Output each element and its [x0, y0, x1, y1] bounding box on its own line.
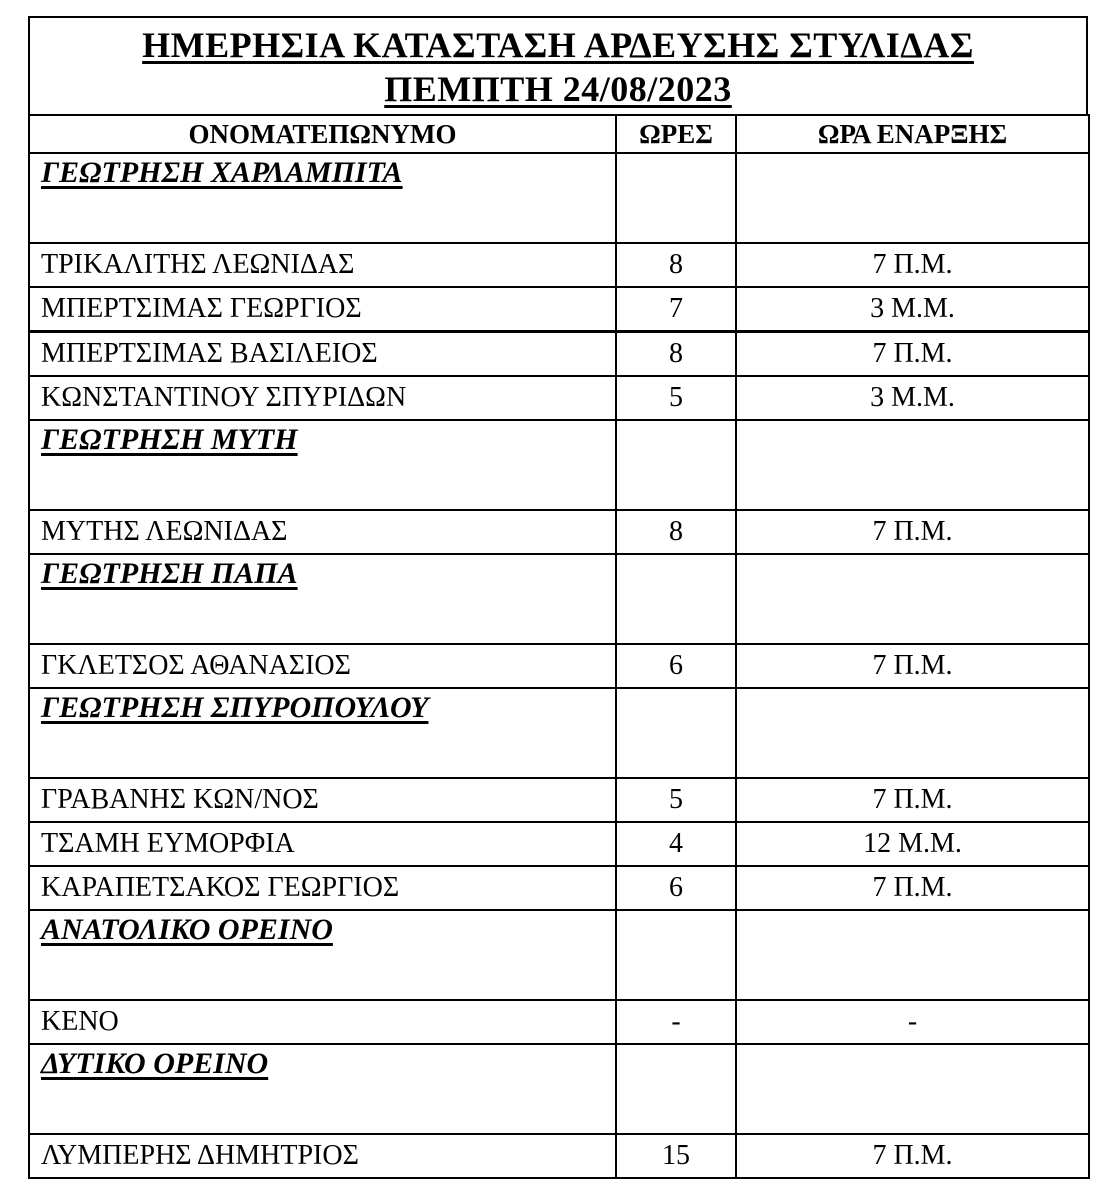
person-name: ΜΥΤΗΣ ΛΕΩΝΙΔΑΣ: [29, 510, 616, 554]
hours-value: 6: [616, 644, 736, 688]
section-row: [29, 153, 1089, 243]
start-time: 3 Μ.Μ.: [736, 376, 1089, 420]
table-row: [29, 376, 1089, 420]
section-start-cell: [736, 153, 1089, 243]
start-time: -: [736, 1000, 1089, 1044]
table-row: [29, 243, 1089, 287]
person-name: ΜΠΕΡΤΣΙΜΑΣ ΒΑΣΙΛΕΙΟΣ: [29, 332, 616, 377]
section-title: ΑΝΑΤΟΛΙΚΟ ΟΡΕΙΝΟ: [29, 910, 616, 1000]
person-name: ΚΑΡΑΠΕΤΣΑΚΟΣ ΓΕΩΡΓΙΟΣ: [29, 866, 616, 910]
start-time: 3 Μ.Μ.: [736, 287, 1089, 332]
table-row: [29, 644, 1089, 688]
header-name: ΟΝΟΜΑΤΕΠΩΝΥΜΟ: [29, 115, 616, 153]
start-time: 12 Μ.Μ.: [736, 822, 1089, 866]
table-row: [29, 287, 1089, 332]
section-title: ΓΕΩΤΡΗΣΗ ΠΑΠΑ: [29, 554, 616, 644]
section-row: [29, 688, 1089, 778]
table-row: [29, 1134, 1089, 1178]
start-time: 7 Π.Μ.: [736, 332, 1089, 377]
start-time: 7 Π.Μ.: [736, 644, 1089, 688]
hours-value: 4: [616, 822, 736, 866]
table-row: [29, 510, 1089, 554]
irrigation-report-sheet: [28, 16, 1088, 1179]
document-title: ΗΜΕΡΗΣΙΑ ΚΑΤΑΣΤΑΣΗ ΑΡΔΕΥΣΗΣ ΣΤΥΛΙΔΑΣ: [142, 25, 974, 65]
table-row: [29, 778, 1089, 822]
table-row: [29, 332, 1089, 377]
section-start-cell: [736, 554, 1089, 644]
person-name: ΤΣΑΜΗ ΕΥΜΟΡΦΙΑ: [29, 822, 616, 866]
section-start-cell: [736, 910, 1089, 1000]
hours-value: 5: [616, 778, 736, 822]
table-row: [29, 822, 1089, 866]
header-hours: ΩΡΕΣ: [616, 115, 736, 153]
title-block: [28, 16, 1088, 114]
section-title: ΓΕΩΤΡΗΣΗ ΜΥΤΗ: [29, 420, 616, 510]
section-title: ΓΕΩΤΡΗΣΗ ΧΑΡΛΑΜΠΙΤΑ: [29, 153, 616, 243]
section-row: [29, 910, 1089, 1000]
start-time: 7 Π.Μ.: [736, 1134, 1089, 1178]
document-date: ΠΕΜΠΤΗ 24/08/2023: [384, 69, 732, 109]
section-row: [29, 420, 1089, 510]
section-start-cell: [736, 420, 1089, 510]
hours-value: 5: [616, 376, 736, 420]
table-row: [29, 866, 1089, 910]
person-name: ΛΥΜΠΕΡΗΣ ΔΗΜΗΤΡΙΟΣ: [29, 1134, 616, 1178]
hours-value: 15: [616, 1134, 736, 1178]
section-title: ΔΥΤΙΚΟ ΟΡΕΙΝΟ: [29, 1044, 616, 1134]
section-hours-cell: [616, 554, 736, 644]
section-row: [29, 554, 1089, 644]
section-hours-cell: [616, 153, 736, 243]
section-hours-cell: [616, 1044, 736, 1134]
hours-value: 6: [616, 866, 736, 910]
hours-value: 7: [616, 287, 736, 332]
person-name: ΓΡΑΒΑΝΗΣ ΚΩΝ/ΝΟΣ: [29, 778, 616, 822]
start-time: 7 Π.Μ.: [736, 866, 1089, 910]
person-name: ΜΠΕΡΤΣΙΜΑΣ ΓΕΩΡΓΙΟΣ: [29, 287, 616, 332]
section-hours-cell: [616, 688, 736, 778]
section-start-cell: [736, 688, 1089, 778]
person-name: ΤΡΙΚΑΛΙΤΗΣ ΛΕΩΝΙΔΑΣ: [29, 243, 616, 287]
hours-value: 8: [616, 243, 736, 287]
table-body: [29, 153, 1089, 1178]
section-hours-cell: [616, 910, 736, 1000]
person-name: ΚΩΝΣΤΑΝΤΙΝΟΥ ΣΠΥΡΙΔΩΝ: [29, 376, 616, 420]
person-name: ΓΚΛΕΤΣΟΣ ΑΘΑΝΑΣΙΟΣ: [29, 644, 616, 688]
section-hours-cell: [616, 420, 736, 510]
start-time: 7 Π.Μ.: [736, 778, 1089, 822]
start-time: 7 Π.Μ.: [736, 510, 1089, 554]
person-name: ΚΕΝΟ: [29, 1000, 616, 1044]
section-row: [29, 1044, 1089, 1134]
irrigation-table: [28, 114, 1090, 1179]
header-start-time: ΩΡΑ ΕΝΑΡΞΗΣ: [736, 115, 1089, 153]
hours-value: 8: [616, 332, 736, 377]
start-time: 7 Π.Μ.: [736, 243, 1089, 287]
table-row: [29, 1000, 1089, 1044]
hours-value: -: [616, 1000, 736, 1044]
hours-value: 8: [616, 510, 736, 554]
section-start-cell: [736, 1044, 1089, 1134]
header-row: [29, 115, 1089, 153]
section-title: ΓΕΩΤΡΗΣΗ ΣΠΥΡΟΠΟΥΛΟΥ: [29, 688, 616, 778]
